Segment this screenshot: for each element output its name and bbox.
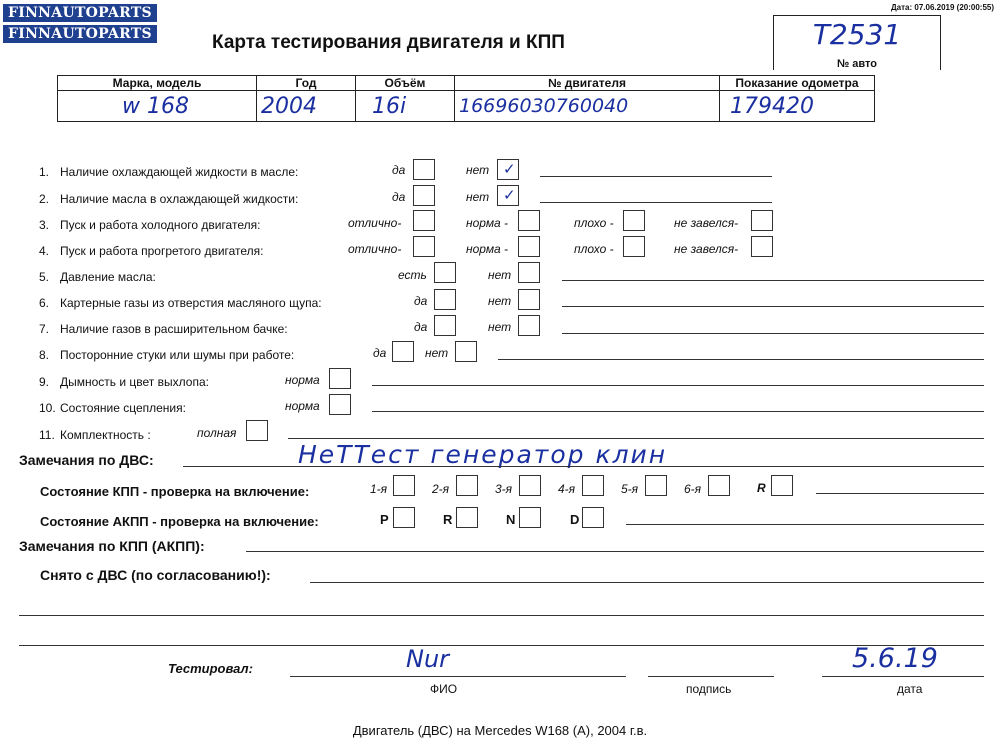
value-model: w 168 [58, 91, 257, 122]
date-value: 5.6.19 [852, 643, 938, 674]
q1-num: 1. [39, 165, 50, 179]
q7-no-checkbox[interactable] [518, 315, 540, 336]
q5-opt-no: нет [488, 268, 512, 282]
kpp-gear-2-label: 2-я [432, 482, 450, 496]
q5-no-checkbox[interactable] [518, 262, 540, 283]
q11-opt-full: полная [197, 426, 237, 440]
card-number-box [773, 15, 941, 59]
q1-opt-yes: да [392, 163, 406, 177]
q3-no-start-checkbox[interactable] [751, 210, 773, 231]
q4-opt-excellent: отлично- [348, 242, 402, 256]
q6-opt-no: нет [488, 294, 512, 308]
akpp-d-checkbox[interactable] [582, 507, 604, 528]
q3-excellent-checkbox[interactable] [413, 210, 435, 231]
kpp-check-label: Состояние КПП - проверка на включение: [40, 484, 310, 499]
q10-note-line [372, 411, 984, 412]
q2-no-checkbox[interactable] [497, 185, 519, 206]
q2-yes-checkbox[interactable] [413, 185, 435, 206]
kpp-remarks-label: Замечания по КПП (АКПП): [19, 538, 205, 554]
kpp-gear-4-label: 4-я [558, 482, 576, 496]
q11-num: 11. [39, 428, 55, 442]
value-year: 2004 [257, 91, 356, 122]
sign-label: подпись [686, 682, 732, 696]
value-odometer: 179420 [720, 91, 875, 122]
q2-num: 2. [39, 192, 50, 206]
col-volume: Объём [356, 76, 455, 91]
sign-line [648, 676, 774, 677]
q8-text: Посторонние стуки или шумы при работе: [60, 348, 295, 362]
q6-text: Картерные газы из отверстия масляного щупа: [60, 296, 322, 310]
removed-line-1 [310, 582, 984, 583]
q4-num: 4. [39, 244, 50, 258]
q3-bad-checkbox[interactable] [623, 210, 645, 231]
q4-normal-checkbox[interactable] [518, 236, 540, 257]
q4-opt-normal: норма - [466, 242, 509, 256]
value-engine-no: 16696030760040 [455, 91, 720, 122]
q10-text: Состояние сцепления: [60, 401, 186, 415]
kpp-remarks-line [246, 551, 984, 552]
q5-num: 5. [39, 270, 50, 284]
q7-text: Наличие газов в расширительном бачке: [60, 322, 288, 336]
kpp-gear-3-checkbox[interactable] [519, 475, 541, 496]
dvs-remarks-label: Замечания по ДВС: [19, 452, 154, 468]
q8-no-checkbox[interactable] [455, 341, 477, 362]
q3-opt-normal: норма - [466, 216, 509, 230]
akpp-d-label: D [570, 512, 580, 527]
col-year: Год [257, 76, 356, 91]
kpp-gear-r-label: R [757, 481, 766, 495]
q3-opt-excellent: отлично- [348, 216, 402, 230]
tested-label: Тестировал: [168, 661, 253, 676]
q9-note-line [372, 385, 984, 386]
q10-num: 10. [39, 401, 56, 415]
q8-num: 8. [39, 348, 50, 362]
kpp-gear-2-checkbox[interactable] [456, 475, 478, 496]
q7-yes-checkbox[interactable] [434, 315, 456, 336]
akpp-check-label: Состояние АКПП - проверка на включение: [40, 514, 319, 529]
q10-opt-normal: норма [285, 399, 320, 413]
akpp-r-label: R [443, 512, 453, 527]
date-line [822, 676, 984, 677]
q8-opt-yes: да [373, 346, 387, 360]
q2-opt-no: нет [466, 190, 490, 204]
q7-num: 7. [39, 322, 50, 336]
q1-no-checkbox[interactable] [497, 159, 519, 180]
kpp-gear-3-label: 3-я [495, 482, 513, 496]
q3-opt-no-start: не завелся- [674, 216, 739, 230]
q1-text: Наличие охлаждающей жидкости в масле: [60, 165, 299, 179]
q9-num: 9. [39, 375, 50, 389]
fio-line [290, 676, 626, 677]
q4-excellent-checkbox[interactable] [413, 236, 435, 257]
q4-no-start-checkbox[interactable] [751, 236, 773, 257]
q3-text: Пуск и работа холодного двигателя: [60, 218, 261, 232]
q1-note-line [540, 176, 772, 177]
form-title: Карта тестирования двигателя и КПП [212, 32, 565, 53]
akpp-p-label: P [380, 512, 389, 527]
kpp-check-line [816, 493, 984, 494]
q5-text: Давление масла: [60, 270, 156, 284]
kpp-gear-5-label: 5-я [621, 482, 639, 496]
fio-label: ФИО [430, 682, 458, 696]
q2-opt-yes: да [392, 190, 406, 204]
q9-text: Дымность и цвет выхлопа: [60, 375, 209, 389]
q11-text: Комплектность : [60, 428, 151, 442]
kpp-gear-1-checkbox[interactable] [393, 475, 415, 496]
kpp-gear-1-label: 1-я [370, 482, 388, 496]
q4-bad-checkbox[interactable] [623, 236, 645, 257]
q6-yes-checkbox[interactable] [434, 289, 456, 310]
q3-opt-bad: плохо - [574, 216, 614, 230]
card-number: T2531 [812, 18, 902, 51]
col-odometer: Показание одометра [720, 76, 875, 91]
q6-note-line [562, 306, 984, 307]
q5-note-line [562, 280, 984, 281]
q11-note-line [288, 438, 984, 439]
value-volume: 16i [356, 91, 455, 122]
dvs-remarks-value: НеТТест генератор клин [298, 440, 668, 469]
q1-yes-checkbox[interactable] [413, 159, 435, 180]
card-number-label: № авто [773, 58, 941, 70]
removed-label: Снято с ДВС (по согласованию!): [40, 567, 271, 583]
q6-num: 6. [39, 296, 50, 310]
q7-opt-no: нет [488, 320, 512, 334]
q10-normal-checkbox[interactable] [329, 394, 351, 415]
col-engine-no: № двигателя [455, 76, 720, 91]
q6-no-checkbox[interactable] [518, 289, 540, 310]
q11-full-checkbox[interactable] [246, 420, 268, 441]
q7-note-line [562, 333, 984, 334]
q8-note-line [498, 359, 984, 360]
removed-line-2 [19, 615, 984, 616]
logo-bottom: FINNAUTOPARTS [3, 25, 157, 43]
q6-opt-yes: да [414, 294, 428, 308]
akpp-n-label: N [506, 512, 516, 527]
akpp-p-checkbox[interactable] [393, 507, 415, 528]
q4-opt-bad: плохо - [574, 242, 614, 256]
kpp-gear-6-checkbox[interactable] [708, 475, 730, 496]
q8-yes-checkbox[interactable] [392, 341, 414, 362]
kpp-gear-6-label: 6-я [684, 482, 702, 496]
q8-opt-no: нет [425, 346, 449, 360]
q2-note-line [540, 202, 772, 203]
kpp-gear-4-checkbox[interactable] [582, 475, 604, 496]
q2-text: Наличие масла в охлаждающей жидкости: [60, 192, 299, 206]
image-caption: Двигатель (ДВС) на Mercedes W168 (A), 2004 г.в. [352, 723, 648, 738]
q5-opt-yes: есть [398, 268, 427, 282]
akpp-n-checkbox[interactable] [519, 507, 541, 528]
q9-opt-normal: норма [285, 373, 320, 387]
q5-yes-checkbox[interactable] [434, 262, 456, 283]
date-label: дата [897, 682, 923, 696]
q9-normal-checkbox[interactable] [329, 368, 351, 389]
q3-normal-checkbox[interactable] [518, 210, 540, 231]
q1-check-mark: ✓ [503, 160, 516, 178]
akpp-r-checkbox[interactable] [456, 507, 478, 528]
kpp-gear-r-checkbox[interactable] [771, 475, 793, 496]
vehicle-header-table [57, 75, 875, 122]
q2-check-mark: ✓ [503, 186, 516, 204]
logo-top: FINNAUTOPARTS [3, 4, 157, 22]
akpp-check-line [626, 524, 984, 525]
q3-num: 3. [39, 218, 50, 232]
q4-opt-no-start: не завелся- [674, 242, 739, 256]
date-stamp: Дата: 07.06.2019 (20:00:55) [890, 3, 994, 12]
q7-opt-yes: да [414, 320, 428, 334]
kpp-gear-5-checkbox[interactable] [645, 475, 667, 496]
dvs-remarks-line [183, 466, 984, 467]
removed-line-3 [19, 645, 984, 646]
q1-opt-no: нет [466, 163, 490, 177]
q4-text: Пуск и работа прогретого двигателя: [60, 244, 264, 258]
tester-signature: Nur [406, 645, 450, 673]
col-model: Марка, модель [58, 76, 257, 91]
